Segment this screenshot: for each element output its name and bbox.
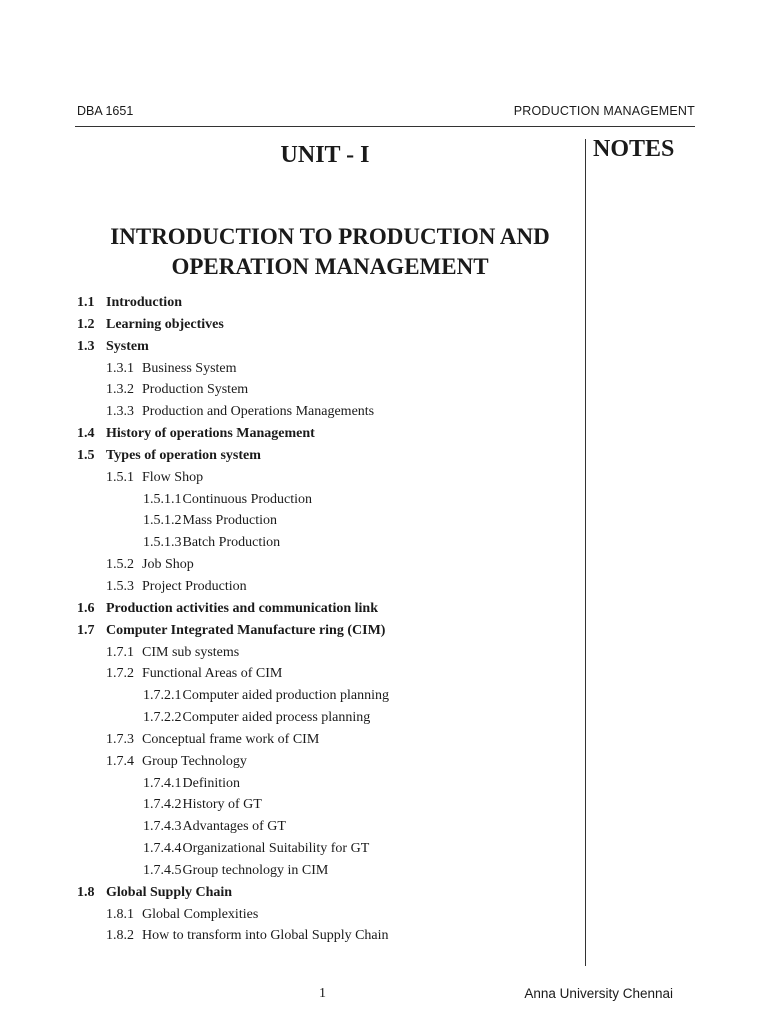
toc-entry-number: 1.6 bbox=[77, 600, 95, 616]
toc-entry bbox=[77, 314, 582, 336]
toc-entry-number: 1.5.1.2 bbox=[143, 513, 182, 529]
toc-entry-number: 1.5.1.3 bbox=[143, 535, 182, 551]
toc-entry bbox=[77, 816, 582, 838]
toc-entry-text: Global Supply Chain bbox=[106, 884, 233, 900]
toc-entry bbox=[77, 707, 582, 729]
toc-entry-number: 1.5 bbox=[77, 447, 95, 463]
toc-entry-number: 1.5.1 bbox=[106, 469, 134, 485]
toc-entry-number: 1.5.3 bbox=[106, 578, 134, 594]
toc-entry-text: Conceptual frame work of CIM bbox=[142, 731, 320, 747]
toc-entry bbox=[77, 554, 582, 576]
toc-entry-text: Flow Shop bbox=[142, 469, 204, 485]
toc-entry-number: 1.4 bbox=[77, 426, 95, 442]
toc-entry-number: 1.5.2 bbox=[106, 557, 134, 573]
toc-entry bbox=[77, 642, 582, 664]
unit-title: UNIT - I bbox=[280, 142, 370, 168]
toc-entry-text: Production System bbox=[142, 382, 249, 398]
toc-entry bbox=[77, 751, 582, 773]
toc-entry bbox=[77, 904, 582, 926]
toc-entry-text: Computer Integrated Manufacture ring (CIM) bbox=[106, 622, 386, 638]
toc-entry bbox=[77, 794, 582, 816]
toc-entry-text: Computer aided process planning bbox=[182, 710, 371, 726]
toc-entry-number: 1.7.4.2 bbox=[143, 797, 182, 813]
toc-entry-text: Group technology in CIM bbox=[182, 862, 329, 878]
toc-entry-text: System bbox=[106, 338, 149, 354]
toc-entry-number: 1.3.2 bbox=[106, 382, 134, 398]
toc-entry bbox=[77, 860, 582, 882]
notes-label: NOTES bbox=[593, 136, 675, 162]
header-divider bbox=[75, 126, 695, 127]
chapter-title bbox=[75, 222, 585, 282]
toc-entry-number: 1.7.2 bbox=[106, 666, 134, 682]
toc-entry-number: 1.3 bbox=[77, 338, 95, 354]
toc-entry-text: Computer aided production planning bbox=[182, 688, 389, 704]
toc-entry-number: 1.7.2.2 bbox=[143, 710, 182, 726]
toc-entry-number: 1.2 bbox=[77, 316, 95, 332]
course-code: DBA 1651 bbox=[77, 104, 134, 118]
toc-entry-number: 1.8.1 bbox=[106, 906, 134, 922]
toc-entry-number: 1.3.1 bbox=[106, 360, 134, 376]
toc-entry-number: 1.8 bbox=[77, 884, 95, 900]
toc-entry bbox=[77, 925, 582, 947]
toc-entry-text: History of GT bbox=[182, 797, 262, 813]
toc-entry bbox=[77, 838, 582, 860]
toc-entry-number: 1.7.4.3 bbox=[143, 819, 182, 835]
toc-entry-text: Organizational Suitability for GT bbox=[182, 841, 370, 857]
toc-entry-text: Definition bbox=[182, 775, 241, 791]
toc-entry-text: Types of operation system bbox=[106, 447, 261, 463]
toc-entry bbox=[77, 401, 582, 423]
table-of-contents bbox=[77, 292, 582, 947]
page-number: 1 bbox=[319, 986, 326, 1001]
toc-entry-text: Learning objectives bbox=[106, 316, 224, 332]
toc-entry-number: 1.7.4.4 bbox=[143, 841, 182, 857]
toc-entry-number: 1.7.4 bbox=[106, 753, 134, 769]
toc-entry bbox=[77, 620, 582, 642]
toc-entry-text: Introduction bbox=[106, 295, 182, 310]
toc-entry-text: Production activities and communication link bbox=[106, 600, 378, 616]
toc-entry-number: 1.7.2.1 bbox=[143, 688, 182, 704]
toc-entry-number: 1.3.3 bbox=[106, 404, 134, 420]
toc-entry bbox=[77, 467, 582, 489]
chapter-title-line-2: OPERATION MANAGEMENT bbox=[171, 254, 489, 279]
chapter-title-line-1: INTRODUCTION TO PRODUCTION AND bbox=[110, 224, 550, 249]
toc-entry-text: Functional Areas of CIM bbox=[142, 666, 283, 682]
toc-entry-text: Global Complexities bbox=[142, 906, 259, 922]
toc-entry bbox=[77, 445, 582, 467]
toc-entry bbox=[77, 292, 582, 314]
toc-entry bbox=[77, 489, 582, 511]
toc-entry-text: How to transform into Global Supply Chain bbox=[142, 928, 389, 944]
toc-entry bbox=[77, 510, 582, 532]
toc-entry-text: Job Shop bbox=[142, 557, 194, 573]
toc-entry-text: Business System bbox=[142, 360, 237, 376]
toc-entry-text: Batch Production bbox=[182, 535, 281, 551]
toc-entry bbox=[77, 598, 582, 620]
toc-entry-number: 1.7.1 bbox=[106, 644, 134, 660]
toc-entry-text: CIM sub systems bbox=[142, 644, 240, 660]
toc-entry bbox=[77, 773, 582, 795]
toc-entry bbox=[77, 729, 582, 751]
toc-entry bbox=[77, 685, 582, 707]
toc-entry-text: Advantages of GT bbox=[182, 819, 286, 835]
toc-entry bbox=[77, 576, 582, 598]
toc-entry bbox=[77, 358, 582, 380]
toc-entry-text: Project Production bbox=[142, 578, 247, 594]
toc-entry-number: 1.1 bbox=[77, 295, 95, 310]
course-title: PRODUCTION MANAGEMENT bbox=[513, 104, 695, 118]
toc-entry bbox=[77, 663, 582, 685]
toc-entry-text: Production and Operations Managements bbox=[142, 404, 375, 420]
toc-entry-number: 1.7 bbox=[77, 622, 95, 638]
toc-entry-number: 1.5.1.1 bbox=[143, 491, 182, 507]
toc-entry-number: 1.8.2 bbox=[106, 928, 134, 944]
toc-entry bbox=[77, 532, 582, 554]
toc-entry-text: History of operations Management bbox=[106, 426, 315, 442]
toc-entry-text: Group Technology bbox=[142, 753, 247, 769]
toc-entry bbox=[77, 336, 582, 358]
toc-entry-text: Continuous Production bbox=[182, 491, 313, 507]
footer-institution: Anna University Chennai bbox=[524, 986, 673, 1001]
toc-entry-number: 1.7.3 bbox=[106, 731, 134, 747]
toc-entry bbox=[77, 379, 582, 401]
toc-entry bbox=[77, 882, 582, 904]
toc-entry-number: 1.7.4.1 bbox=[143, 775, 182, 791]
notes-column-divider bbox=[585, 139, 586, 966]
toc-entry bbox=[77, 423, 582, 445]
toc-entry-number: 1.7.4.5 bbox=[143, 862, 182, 878]
toc-entry-text: Mass Production bbox=[182, 513, 277, 529]
